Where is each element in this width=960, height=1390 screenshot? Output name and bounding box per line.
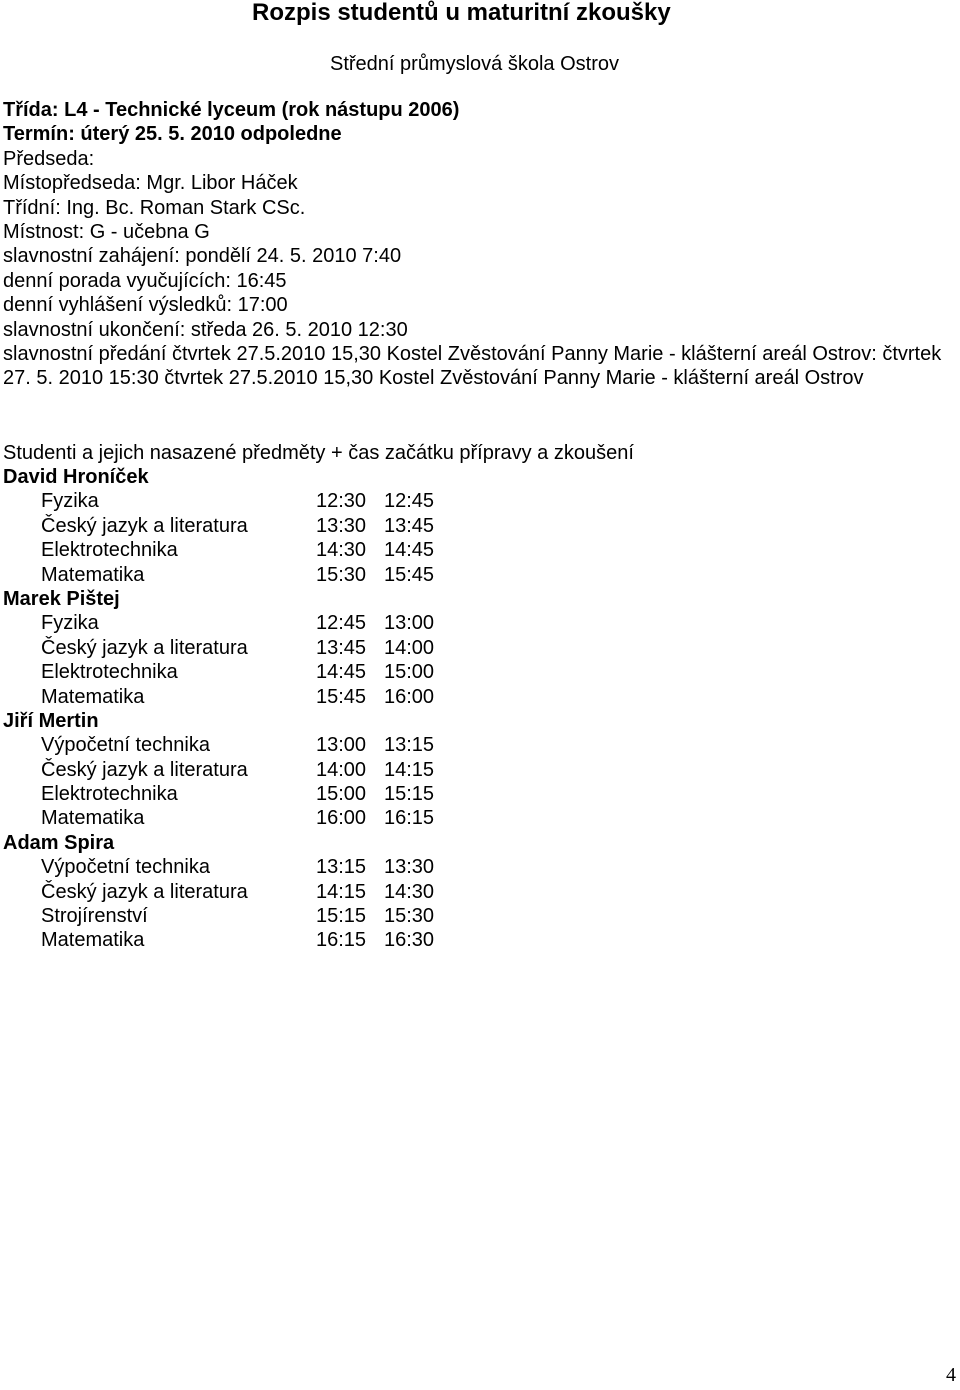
exam-time: 15:45 [384,563,435,586]
vice-chairman-line: Místopředseda: Mgr. Libor Háček [3,172,298,195]
exam-time: 14:30 [384,880,435,903]
subject-row [3,611,703,635]
subject-row [3,685,703,709]
subject-name: Výpočetní technika [41,734,210,757]
exam-time: 14:15 [384,758,435,781]
subject-row [3,538,703,562]
subject-row [3,880,703,904]
exam-time: 14:45 [384,539,435,562]
class-teacher-line: Třídní: Ing. Bc. Roman Stark CSc. [3,196,306,219]
document-title-text: Rozpis studentů u maturitní zkoušky [252,0,671,26]
subject-name: Český jazyk a literatura [41,636,248,659]
results-announcement-line: denní vyhlášení výsledků: 17:00 [3,294,288,317]
student-name: Jiří Mertin [3,709,99,732]
preparation-time: 13:00 [316,734,367,757]
subject-row [3,489,703,513]
subject-name: Výpočetní technika [41,856,210,879]
subject-row [3,733,703,757]
subject-name: Matematika [41,807,145,830]
preparation-time: 13:45 [316,636,367,659]
preparation-time: 15:15 [316,905,367,928]
exam-time: 13:15 [384,734,435,757]
subject-name: Elektrotechnika [41,783,178,806]
subject-row [3,660,703,684]
exam-time: 13:30 [384,856,435,879]
term-line: Termín: úterý 25. 5. 2010 odpoledne [3,123,342,146]
subject-name: Strojírenství [41,905,148,928]
subject-row [3,904,703,928]
teachers-meeting-line: denní porada vyučujících: 16:45 [3,269,287,292]
opening-ceremony-line: slavnostní zahájení: pondělí 24. 5. 2010 7:40 [3,245,402,268]
exam-time: 12:45 [384,490,435,513]
preparation-time: 13:30 [316,514,367,537]
subject-row [3,782,703,806]
exam-time: 14:00 [384,636,435,659]
subject-name: Matematika [41,929,145,952]
subject-row [3,636,703,660]
exam-time: 16:30 [384,929,435,952]
students-intro: Studenti a jejich nasazené předměty + čas začátku přípravy a zkoušení [3,442,634,464]
subject-name: Fyzika [41,490,99,513]
class-line: Třída: L4 - Technické lyceum (rok nástupu 2006) [3,99,460,121]
preparation-time: 14:30 [316,539,367,562]
subject-row [3,806,703,830]
exam-time: 13:00 [384,612,435,635]
preparation-time: 12:30 [316,490,367,513]
preparation-time: 14:45 [316,661,367,684]
subject-row [3,928,703,952]
preparation-time: 15:30 [316,563,367,586]
preparation-time: 14:00 [316,758,367,781]
closing-ceremony-line: slavnostní ukončení: středa 26. 5. 2010 12:30 [3,318,408,341]
subject-name: Elektrotechnika [41,539,178,562]
preparation-time: 15:45 [316,685,367,708]
student-name: Marek Pištej [3,587,120,610]
subject-row [3,758,703,782]
subject-name: Český jazyk a literatura [41,514,248,537]
preparation-time: 16:00 [316,807,367,830]
subject-name: Český jazyk a literatura [41,880,248,903]
preparation-time: 16:15 [316,929,367,952]
exam-time: 13:45 [384,514,435,537]
subject-name: Fyzika [41,612,99,635]
exam-time: 16:00 [384,685,435,708]
students-list [3,465,703,953]
chairman-line: Předseda: [3,147,95,170]
subject-row [3,514,703,538]
school-name: Střední průmyslová škola Ostrov [330,53,619,75]
subject-row [3,563,703,587]
exam-time: 15:15 [384,783,435,806]
page-number: 4 [946,1364,956,1386]
subject-name: Matematika [41,563,145,586]
exam-info-block [3,98,953,391]
subject-name: Matematika [41,685,145,708]
student-name: Adam Spira [3,831,115,854]
preparation-time: 12:45 [316,612,367,635]
student-name: David Hroníček [3,466,149,488]
exam-time: 16:15 [384,807,435,830]
preparation-time: 14:15 [316,880,367,903]
room-line: Místnost: G - učebna G [3,221,210,244]
subject-name: Elektrotechnika [41,661,178,684]
subject-row [3,855,703,879]
subject-name: Český jazyk a literatura [41,758,248,781]
preparation-time: 15:00 [316,783,367,806]
preparation-time: 13:15 [316,856,367,879]
exam-time: 15:00 [384,661,435,684]
exam-time: 15:30 [384,905,435,928]
handover-ceremony-line: slavnostní předání čtvrtek 27.5.2010 15,30 Kostel Zvěstování Panny Marie - klášterní areál Ostrov: čtvrtek 27. 5. 2010 15:30 čtvrtek 27.5.2010 15,30 Kostel Zvěstování Panny Marie - klášterní areál Ostrov [3,343,942,390]
